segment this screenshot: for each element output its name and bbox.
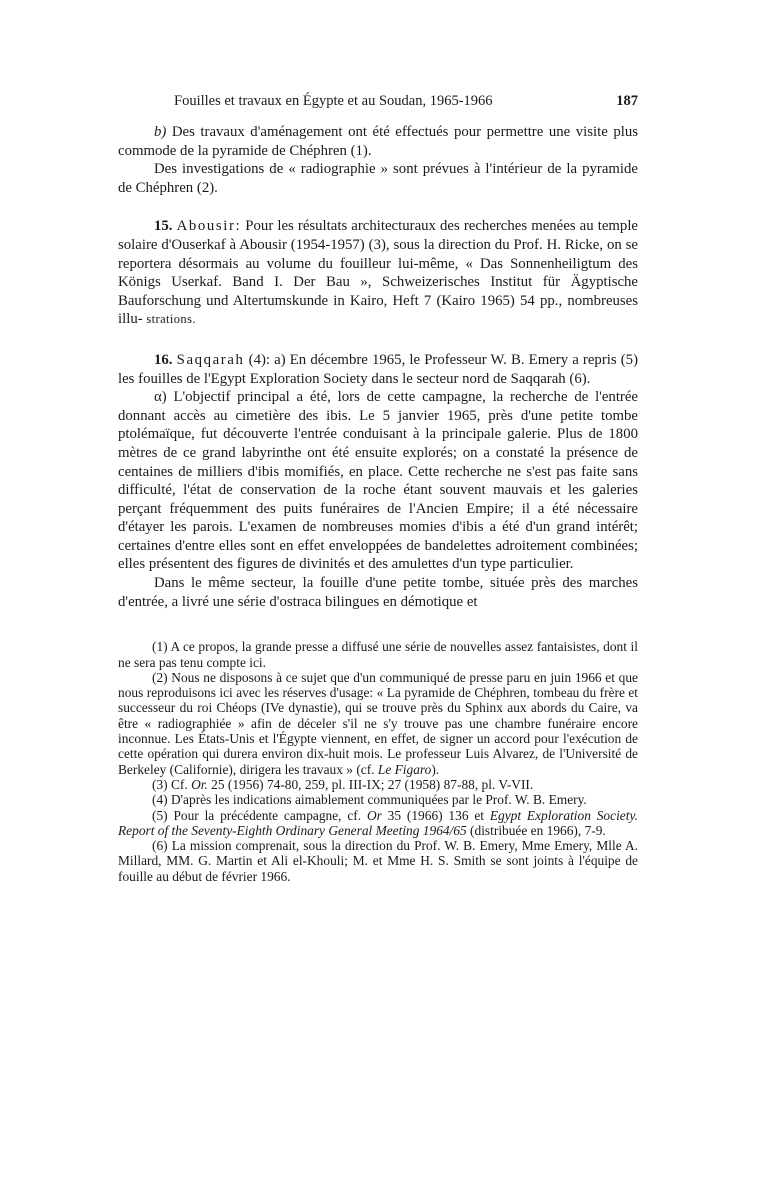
paragraph-investigations: Des investigations de « radiographie » sont prévues à l'intérieur de la pyramide de Chéphren (2). bbox=[118, 161, 638, 196]
running-header bbox=[118, 92, 638, 110]
footnote-ref[interactable]: (1) bbox=[350, 142, 368, 159]
footnote-mark: (5) bbox=[152, 807, 168, 823]
item-label-b: b) bbox=[154, 124, 167, 140]
paragraph-dans: Dans le même secteur, la fouille d'une petite tombe, située près des marches d'entrée, a livré une série d'ostraca bilingues en démotique et bbox=[118, 575, 638, 610]
footnote-6: (6) La mission comprenait, sous la direction du Prof. W. B. Emery, Mme Emery, Mlle A. Millard, MM. G. Martin et Ali el-Khouli; M. et Mme H. S. Smith se sont joints à l'équipe de fouille au début de février 1966. bbox=[118, 838, 638, 884]
footnote-2: (2) Nous ne disposons à ce sujet que d'un communiqué de presse paru en juin 1966 et que nous reproduisons ici avec les réserves d'usage: « La pyramide de Chéphren, tombeau du frère et successeur du roi Chéops (IVe dynastie), qui se trouve près du Sphinx aux abords du Caire, va être « radiographiée » afin de déceler s'il ne s'y trouve pas une chambre funéraire encore inconnue. Les États-Unis et l'Égypte viennent, en effet, de signer un accord pour l'exécution de cette opération qui durera environ dix-huit mois. Le professeur Luis Alvarez, de l'Université de Berkeley (Californie), dirigera les travaux » (cf. Le Figaro). bbox=[118, 669, 638, 777]
footnote-1: (1) A ce propos, la grande presse a diffusé une série de nouvelles assez fantaisistes, dont il ne sera pas tenu compte ici. bbox=[118, 639, 638, 670]
paragraph-b: b) Des travaux d'aménagement ont été effectués pour permettre une visite plus commode de la pyramide de Chéphren (1). bbox=[118, 124, 638, 159]
footnote-mark: (1) bbox=[152, 639, 168, 655]
footnote-ref[interactable]: (4) bbox=[248, 351, 266, 368]
footnote-mark: (6) bbox=[152, 838, 168, 854]
footnote-ref[interactable]: (6) bbox=[569, 370, 587, 387]
site-name: Abousir: bbox=[176, 218, 242, 235]
footnote-mark: (3) bbox=[152, 776, 168, 792]
footnote-4: (4) D'après les indications aimablement communiquées par le Prof. W. B. Emery. bbox=[152, 792, 587, 808]
footnote-3: (3) Cf. Or. 25 (1956) 74-80, 259, pl. III-IX; 27 (1958) 87-88, pl. V-VII. bbox=[152, 776, 534, 792]
footnote-ref[interactable]: (3) bbox=[368, 236, 386, 253]
page bbox=[118, 92, 638, 884]
footnote-mark: (4) bbox=[152, 792, 168, 808]
footnotes bbox=[118, 639, 638, 884]
footnote-ref[interactable]: (5) bbox=[620, 351, 639, 368]
section-15-abousir: 15. Abousir: Pour les résultats architecturaux des recherches menées au temple solaire d'Ouserkaf à Abousir (1954-1957) (3), sous la direction du Prof. H. Ricke, on se reportera désormais au volume du fouilleur lui-même, « Das Sonnenheiligtum des Königs Userkaf. Band I. Der Bau », Schweizerisches Institut für Ägyptische Bauforschung und Altertumskunde in Kairo, Heft 7 (Kairo 1965) 54 pp., nombreuses illu- strations. bbox=[118, 218, 639, 328]
page-number: 187 bbox=[616, 93, 638, 109]
section-16-saqqarah: 16. Saqqarah (4): a) En décembre 1965, le Professeur W. B. Emery a repris (5) les fouilles de l'Egypt Exploration Society dans le secteur nord de Saqqarah (6). bbox=[118, 351, 639, 387]
site-name: Saqqarah bbox=[176, 351, 245, 368]
footnote-mark: (2) bbox=[152, 669, 168, 685]
footnote-5: (5) Pour la précédente campagne, cf. Or 35 (1966) 136 et Egypt Exploration Society. Report of the Seventy-Eighth Ordinary General Meeting 1964/65 (distribuée en 1966), 7-9. bbox=[118, 807, 639, 838]
footnote-ref[interactable]: (2) bbox=[196, 179, 215, 196]
paragraph-alpha: α) L'objectif principal a été, lors de cette campagne, la recherche de l'entrée donnant accès au cimetière des ibis. Le 5 janvier 1965, près d'une petite tombe ptolémaïque, fut découverte l'entrée conduisant à la principale galerie. Plus de 1800 mètres de ce grand labyrinthe ont été ensuite explorés; on a constaté la présence de centaines de milliers d'ibis momifiés, en place. Cette recherche ne s'est pas faite sans difficulté, l'état de conservation de la roche étant souvent mauvais et les galeries perçant fréquemment des puits funéraires de l'Ancien Empire; il a été nécessaire d'étayer les parois. L'examen de nombreuses momies d'ibis a été d'un grand intérêt; certaines d'entre elles sont en effet enveloppées de bandelettes adroitement combinées; elles présentent des figures de divinités et des amulettes d'un type particulier. bbox=[118, 389, 638, 573]
section-number: 16. bbox=[154, 351, 173, 368]
section-number: 15. bbox=[154, 218, 173, 235]
running-title: Fouilles et travaux en Égypte et au Soudan, 1965-1966 bbox=[174, 93, 493, 109]
